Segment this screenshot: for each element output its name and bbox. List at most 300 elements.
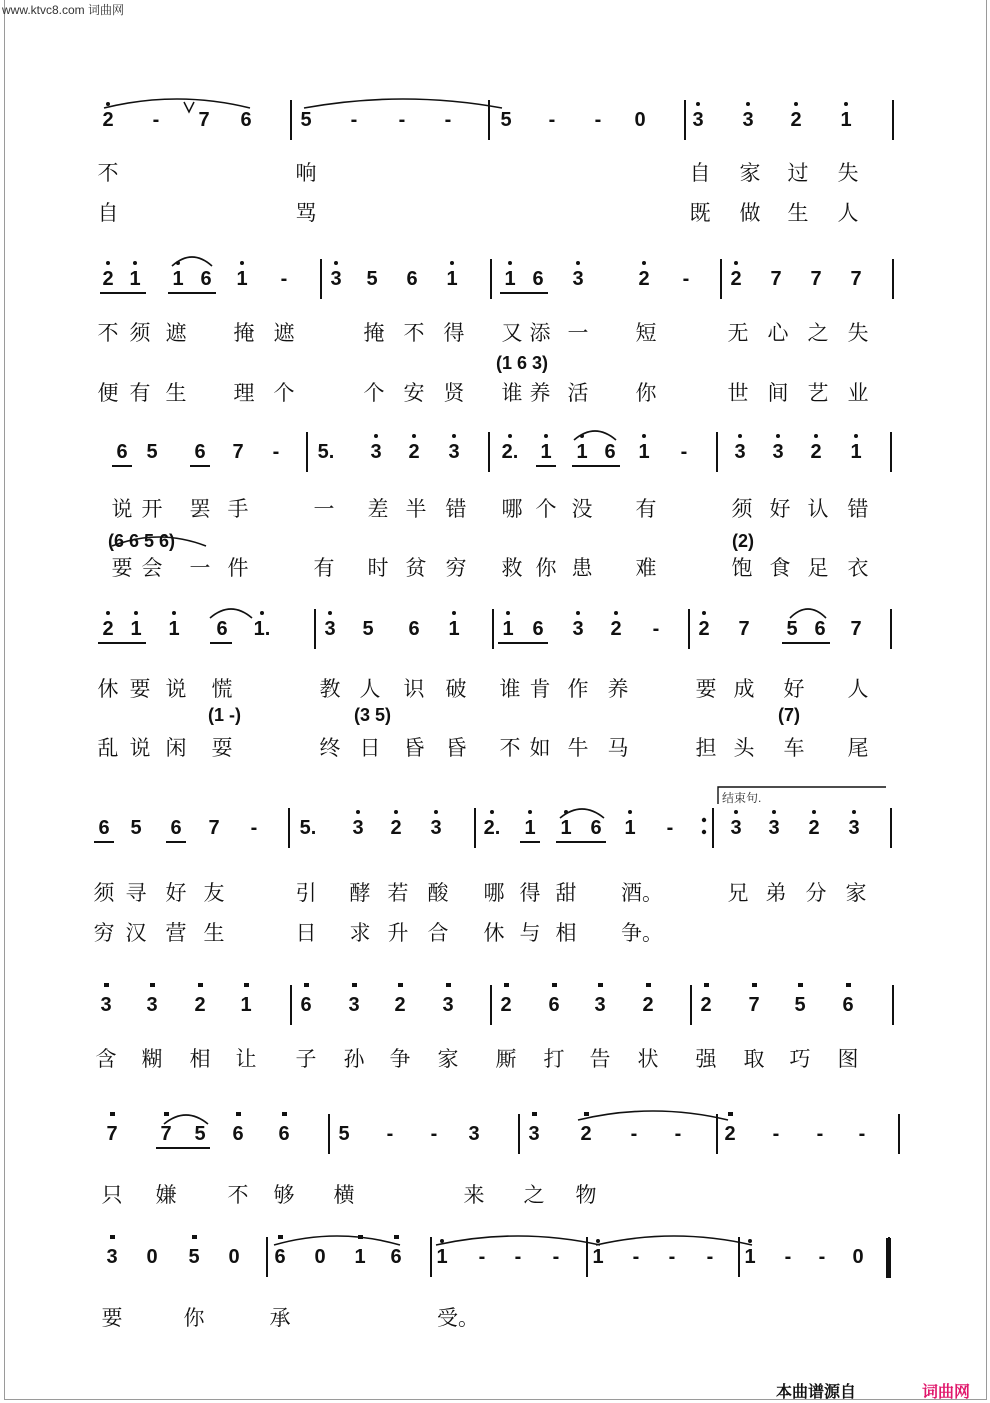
- ending-marker: 结束句.: [722, 791, 762, 805]
- lyric-verse-1: 慌: [211, 677, 233, 701]
- lyric-verse-2: 贫: [405, 556, 427, 580]
- lyric-verse-1: 差: [367, 497, 389, 521]
- lyric-verse-1: 好: [783, 677, 805, 701]
- note: -: [430, 1123, 438, 1145]
- lyric-verse-1: 人: [847, 677, 869, 701]
- note: -: [674, 1123, 682, 1145]
- lyric-verse-2: 终: [319, 736, 341, 760]
- lyric-verse-2: 日: [359, 736, 381, 760]
- lyric-verse-1: 你: [183, 1306, 205, 1330]
- note: -: [680, 441, 688, 463]
- note: 5: [130, 817, 142, 839]
- lyric-verse-2: 衣: [847, 556, 869, 580]
- lyric-verse-2: 艺: [807, 381, 829, 405]
- lyric-verse-2: 你: [635, 381, 657, 405]
- lyric-verse-2: 救: [501, 556, 523, 580]
- note: 3: [848, 817, 860, 839]
- lyric-verse-1: 失: [847, 321, 869, 345]
- lyric-verse-1: 要: [129, 677, 151, 701]
- variant-note: (1 -): [208, 705, 241, 725]
- lyric-verse-2: 车: [783, 736, 805, 760]
- lyric-verse-1: 掩: [233, 321, 255, 345]
- variant-note: (3 5): [354, 705, 392, 725]
- lyric-verse-2: 一: [189, 556, 211, 580]
- lyric-verse-2: 足: [807, 556, 829, 580]
- lyric-verse-1: 须: [93, 881, 115, 905]
- lyric-verse-1: 酵: [349, 881, 371, 905]
- lyric-verse-1: 状: [637, 1047, 659, 1071]
- site-name: 词曲网: [88, 3, 125, 17]
- note: 6: [590, 817, 602, 839]
- note: 6: [842, 994, 854, 1016]
- note: -: [152, 109, 160, 131]
- lyric-verse-1: 之: [523, 1183, 545, 1207]
- lyric-verse-1: 人: [359, 677, 381, 701]
- note: 1: [168, 618, 180, 640]
- lyric-verse-1: 酒。: [621, 881, 663, 905]
- note: 5: [362, 618, 374, 640]
- note: 7: [160, 1123, 172, 1145]
- note: 3: [100, 994, 112, 1016]
- lyric-verse-1: 家: [437, 1047, 459, 1071]
- note: -: [350, 109, 358, 131]
- note: 3: [742, 109, 754, 131]
- variant-note: (7): [778, 705, 800, 725]
- lyric-verse-1: 争: [389, 1047, 411, 1071]
- note: -: [630, 1123, 638, 1145]
- note: -: [386, 1123, 394, 1145]
- lyric-verse-1: 含: [95, 1047, 117, 1071]
- lyric-verse-2: 营: [165, 921, 187, 945]
- lyric-verse-1: 厮: [495, 1047, 517, 1071]
- lyric-verse-2: 如: [529, 736, 551, 760]
- note: 5: [300, 109, 312, 131]
- note: 6: [274, 1246, 286, 1268]
- lyric-verse-2: 穷: [445, 556, 467, 580]
- slur-arc: [172, 257, 212, 266]
- slur-arc: [436, 1236, 600, 1245]
- note: -: [668, 1246, 676, 1268]
- lyric-verse-1: 一: [313, 497, 335, 521]
- slur-arc: [210, 609, 252, 618]
- lyric-verse-1: 说: [111, 497, 133, 521]
- note: 1: [129, 268, 141, 290]
- note: -: [272, 441, 280, 463]
- lyric-verse-2: 养: [529, 381, 551, 405]
- lyric-verse-1: 错: [445, 497, 467, 521]
- note: 1: [540, 441, 552, 463]
- lyric-verse-2: 既: [689, 201, 711, 225]
- note: 3: [692, 109, 704, 131]
- lyric-verse-1: 一: [567, 321, 589, 345]
- lyric-verse-2: 马: [607, 736, 629, 760]
- note: 0: [852, 1246, 864, 1268]
- lyric-verse-1: 不: [97, 321, 119, 345]
- note: -: [594, 109, 602, 131]
- note: 1: [130, 618, 142, 640]
- note: 7: [748, 994, 760, 1016]
- lyric-verse-1: 遮: [165, 321, 187, 345]
- note: 1: [236, 268, 248, 290]
- lyric-verse-2: 牛: [567, 736, 589, 760]
- note: 3: [106, 1246, 118, 1268]
- note: 5: [794, 994, 806, 1016]
- lyric-verse-1: 若: [387, 881, 409, 905]
- note: 2: [102, 268, 114, 290]
- lyric-verse-2: 与: [519, 921, 541, 945]
- slur-arc: [790, 609, 826, 618]
- note: 2: [500, 994, 512, 1016]
- note: 2: [698, 618, 710, 640]
- note: 7: [106, 1123, 118, 1145]
- lyric-verse-1: 弟: [765, 881, 787, 905]
- note: 5: [146, 441, 158, 463]
- note: 2: [790, 109, 802, 131]
- note: 6: [200, 268, 212, 290]
- note: 5: [366, 268, 378, 290]
- note: 6: [240, 109, 252, 131]
- lyric-verse-2: 安: [403, 381, 425, 405]
- note: 1: [354, 1246, 366, 1268]
- note: 5.: [317, 441, 335, 463]
- note: 2: [700, 994, 712, 1016]
- note: 1: [744, 1246, 756, 1268]
- note: 1: [504, 268, 516, 290]
- note: 7: [208, 817, 220, 839]
- lyric-verse-2: 谁: [501, 381, 523, 405]
- lyric-verse-1: 响: [295, 161, 317, 185]
- note: 2: [408, 441, 420, 463]
- slur-arc: [574, 431, 616, 440]
- note: 6: [278, 1123, 290, 1145]
- variant-note: (2): [732, 531, 754, 551]
- footer-source-logo: 词曲网: [922, 1384, 971, 1401]
- lyric-verse-2: 骂: [295, 201, 317, 225]
- lyric-verse-1: 认: [807, 497, 829, 521]
- note: 1: [172, 268, 184, 290]
- variant-note: (1 6 3): [496, 353, 549, 373]
- note: 1: [240, 994, 252, 1016]
- note: 0: [146, 1246, 158, 1268]
- lyric-verse-2: 时: [367, 556, 389, 580]
- lyric-verse-2: 食: [769, 556, 791, 580]
- site-url: www.ktvc8.com: [2, 3, 85, 17]
- lyric-verse-1: 只: [101, 1183, 123, 1207]
- note: 0: [634, 109, 646, 131]
- note: 3: [352, 817, 364, 839]
- breath-mark: [184, 102, 194, 112]
- note: 3: [768, 817, 780, 839]
- lyric-verse-1: 引: [295, 881, 317, 905]
- lyric-verse-1: 之: [807, 321, 829, 345]
- lyric-verse-2: 难: [635, 556, 657, 580]
- lyric-verse-1: 不: [227, 1183, 249, 1207]
- note: -: [858, 1123, 866, 1145]
- lyric-verse-2: 担: [695, 736, 717, 760]
- lyric-verse-1: 须: [129, 321, 151, 345]
- lyric-verse-1: 家: [845, 881, 867, 905]
- note: 6: [604, 441, 616, 463]
- lyric-verse-1: 哪: [483, 881, 505, 905]
- lyric-verse-1: 须: [731, 497, 753, 521]
- lyric-verse-1: 又: [501, 321, 523, 345]
- note: 1: [560, 817, 572, 839]
- lyric-verse-1: 让: [235, 1047, 257, 1071]
- lyric-verse-1: 自: [689, 161, 711, 185]
- lyric-verse-1: 添: [529, 321, 551, 345]
- lyric-verse-2: 生: [203, 921, 225, 945]
- lyric-verse-1: 好: [165, 881, 187, 905]
- note: -: [548, 109, 556, 131]
- note: 7: [850, 618, 862, 640]
- lyric-verse-2: 汉: [125, 921, 147, 945]
- lyric-verse-2: 生: [787, 201, 809, 225]
- lyric-verse-2: 相: [555, 921, 577, 945]
- note: 0: [228, 1246, 240, 1268]
- lyric-verse-1: 罢: [189, 497, 211, 521]
- note: 2: [638, 268, 650, 290]
- note: 3: [442, 994, 454, 1016]
- lyric-verse-2: 做: [739, 201, 761, 225]
- lyric-verse-1: 不: [403, 321, 425, 345]
- lyric-verse-1: 强: [695, 1047, 717, 1071]
- note: 1: [624, 817, 636, 839]
- lyric-verse-2: 乱: [97, 736, 119, 760]
- lyric-verse-1: 甜: [555, 881, 577, 905]
- note: 6: [390, 1246, 402, 1268]
- lyric-verse-1: 打: [543, 1047, 565, 1071]
- note: 3: [528, 1123, 540, 1145]
- repeat-dot: [702, 818, 706, 822]
- note: 5: [338, 1123, 350, 1145]
- lyric-verse-2: 贤: [443, 381, 465, 405]
- note: -: [682, 268, 690, 290]
- note: 3: [430, 817, 442, 839]
- lyric-verse-2: 耍: [211, 736, 233, 760]
- slur-arc: [560, 809, 604, 818]
- lyric-verse-1: 来: [463, 1183, 485, 1207]
- note: 2: [642, 994, 654, 1016]
- lyric-verse-1: 心: [767, 321, 789, 345]
- note: 1: [840, 109, 852, 131]
- note: 5: [194, 1123, 206, 1145]
- note: 3: [734, 441, 746, 463]
- lyric-verse-2: 日: [295, 921, 317, 945]
- lyric-verse-1: 短: [635, 321, 657, 345]
- lyric-verse-1: 肯: [529, 677, 551, 701]
- note: 3: [730, 817, 742, 839]
- lyric-verse-2: 业: [847, 381, 869, 405]
- note: 2.: [483, 817, 501, 839]
- note: -: [772, 1123, 780, 1145]
- lyric-verse-2: 闲: [165, 736, 187, 760]
- lyric-verse-1: 作: [567, 677, 589, 701]
- lyric-verse-2: 昏: [403, 736, 425, 760]
- lyric-verse-2: 有: [313, 556, 335, 580]
- lyric-verse-2: 理: [233, 381, 255, 405]
- note: 1: [448, 618, 460, 640]
- lyric-verse-2: 休: [483, 921, 505, 945]
- lyric-verse-1: 手: [227, 497, 249, 521]
- note: 2: [394, 994, 406, 1016]
- lyric-verse-1: 过: [787, 161, 809, 185]
- lyric-verse-1: 兄: [727, 881, 749, 905]
- lyric-verse-2: 件: [227, 556, 249, 580]
- lyric-verse-1: 得: [443, 321, 465, 345]
- lyric-verse-1: 寻: [125, 881, 147, 905]
- lyric-verse-1: 养: [607, 677, 629, 701]
- lyric-verse-1: 巧: [789, 1047, 811, 1071]
- lyric-verse-1: 要: [695, 677, 717, 701]
- lyric-verse-1: 嫌: [155, 1183, 177, 1207]
- lyric-verse-2: 不: [499, 736, 521, 760]
- note: 6: [408, 618, 420, 640]
- lyric-verse-2: 活: [567, 381, 589, 405]
- note: 5: [500, 109, 512, 131]
- lyric-verse-1: 成: [733, 677, 755, 701]
- note: 2: [730, 268, 742, 290]
- note: 6: [548, 994, 560, 1016]
- footer-source-label: 本曲谱源自: [776, 1384, 857, 1401]
- lyric-verse-2: 世: [727, 381, 749, 405]
- note: 2.: [501, 441, 519, 463]
- lyric-verse-1: 说: [165, 677, 187, 701]
- note: 5: [188, 1246, 200, 1268]
- lyric-verse-1: 破: [445, 677, 467, 701]
- final-bar: [886, 1238, 891, 1278]
- lyric-verse-1: 承: [269, 1306, 291, 1330]
- lyric-verse-2: 间: [767, 381, 789, 405]
- lyric-verse-1: 告: [589, 1047, 611, 1071]
- note: 7: [850, 268, 862, 290]
- note: 6: [194, 441, 206, 463]
- lyric-verse-2: 有: [129, 381, 151, 405]
- note: 5: [786, 618, 798, 640]
- slur-arc: [596, 1236, 752, 1245]
- note: 2: [580, 1123, 592, 1145]
- lyric-verse-2: 会: [141, 556, 163, 580]
- lyric-verse-2: 个: [273, 381, 295, 405]
- lyric-verse-1: 休: [97, 677, 119, 701]
- note: -: [666, 817, 674, 839]
- note: 7: [232, 441, 244, 463]
- note: 6: [532, 618, 544, 640]
- note: -: [478, 1246, 486, 1268]
- lyric-verse-2: 穷: [93, 921, 115, 945]
- lyric-verse-1: 图: [837, 1047, 859, 1071]
- note: 2: [102, 109, 114, 131]
- note: -: [706, 1246, 714, 1268]
- note: 7: [810, 268, 822, 290]
- note: 6: [170, 817, 182, 839]
- note: 2: [610, 618, 622, 640]
- note: -: [552, 1246, 560, 1268]
- lyric-verse-2: 人: [837, 201, 859, 225]
- note: -: [816, 1123, 824, 1145]
- lyric-verse-1: 物: [575, 1183, 597, 1207]
- lyric-verse-1: 糊: [141, 1047, 163, 1071]
- lyric-verse-1: 家: [739, 161, 761, 185]
- note: 3: [772, 441, 784, 463]
- note: 6: [300, 994, 312, 1016]
- lyric-verse-1: 要: [101, 1306, 123, 1330]
- lyric-verse-1: 开: [141, 497, 163, 521]
- note: 6: [232, 1123, 244, 1145]
- note: 2: [390, 817, 402, 839]
- lyric-verse-2: 你: [535, 556, 557, 580]
- note: 1: [446, 268, 458, 290]
- lyric-verse-2: 昏: [445, 736, 467, 760]
- note: 7: [738, 618, 750, 640]
- note: 3: [594, 994, 606, 1016]
- note: 3: [572, 618, 584, 640]
- lyric-verse-2: 要: [111, 556, 133, 580]
- lyric-verse-2: 自: [97, 201, 119, 225]
- note: 2: [724, 1123, 736, 1145]
- lyric-verse-1: 遮: [273, 321, 295, 345]
- lyric-verse-1: 哪: [501, 497, 523, 521]
- note: 1.: [253, 618, 271, 640]
- lyric-verse-2: 升: [387, 921, 409, 945]
- slur-arc: [164, 1115, 208, 1124]
- slur-arc: [112, 537, 206, 546]
- note: 3: [468, 1123, 480, 1145]
- lyric-verse-1: 谁: [499, 677, 521, 701]
- lyric-verse-2: 生: [165, 381, 187, 405]
- note: 1: [436, 1246, 448, 1268]
- lyric-verse-2: 饱: [731, 556, 753, 580]
- lyric-verse-2: 患: [571, 556, 593, 580]
- lyric-verse-1: 够: [273, 1183, 295, 1207]
- lyric-verse-2: 个: [363, 381, 385, 405]
- note: 6: [98, 817, 110, 839]
- lyric-verse-1: 无: [727, 321, 749, 345]
- lyric-verse-1: 得: [519, 881, 541, 905]
- note: 2: [810, 441, 822, 463]
- lyric-verse-1: 失: [837, 161, 859, 185]
- lyric-verse-1: 半: [405, 497, 427, 521]
- note: 3: [146, 994, 158, 1016]
- lyric-verse-1: 酸: [427, 881, 449, 905]
- note: -: [250, 817, 258, 839]
- lyric-verse-1: 取: [743, 1047, 765, 1071]
- lyric-verse-1: 掩: [363, 321, 385, 345]
- note: -: [514, 1246, 522, 1268]
- variant-note: (6 6 5 6): [108, 531, 176, 551]
- lyric-verse-1: 识: [403, 677, 425, 701]
- slur-arc: [274, 1236, 400, 1245]
- note: 2: [808, 817, 820, 839]
- lyric-verse-1: 受。: [437, 1306, 479, 1330]
- note: -: [652, 618, 660, 640]
- lyric-verse-1: 相: [189, 1047, 211, 1071]
- note: 1: [502, 618, 514, 640]
- lyric-verse-1: 错: [847, 497, 869, 521]
- lyric-verse-1: 不: [97, 161, 119, 185]
- lyric-verse-1: 好: [769, 497, 791, 521]
- note: 6: [406, 268, 418, 290]
- lyric-verse-2: 头: [733, 736, 755, 760]
- note: 7: [198, 109, 210, 131]
- note: 1: [638, 441, 650, 463]
- note: 3: [370, 441, 382, 463]
- note: -: [784, 1246, 792, 1268]
- lyric-verse-2: 便: [97, 381, 119, 405]
- lyric-verse-2: 尾: [847, 736, 869, 760]
- note: 3: [324, 618, 336, 640]
- slur-arc: [304, 99, 502, 108]
- note: -: [632, 1246, 640, 1268]
